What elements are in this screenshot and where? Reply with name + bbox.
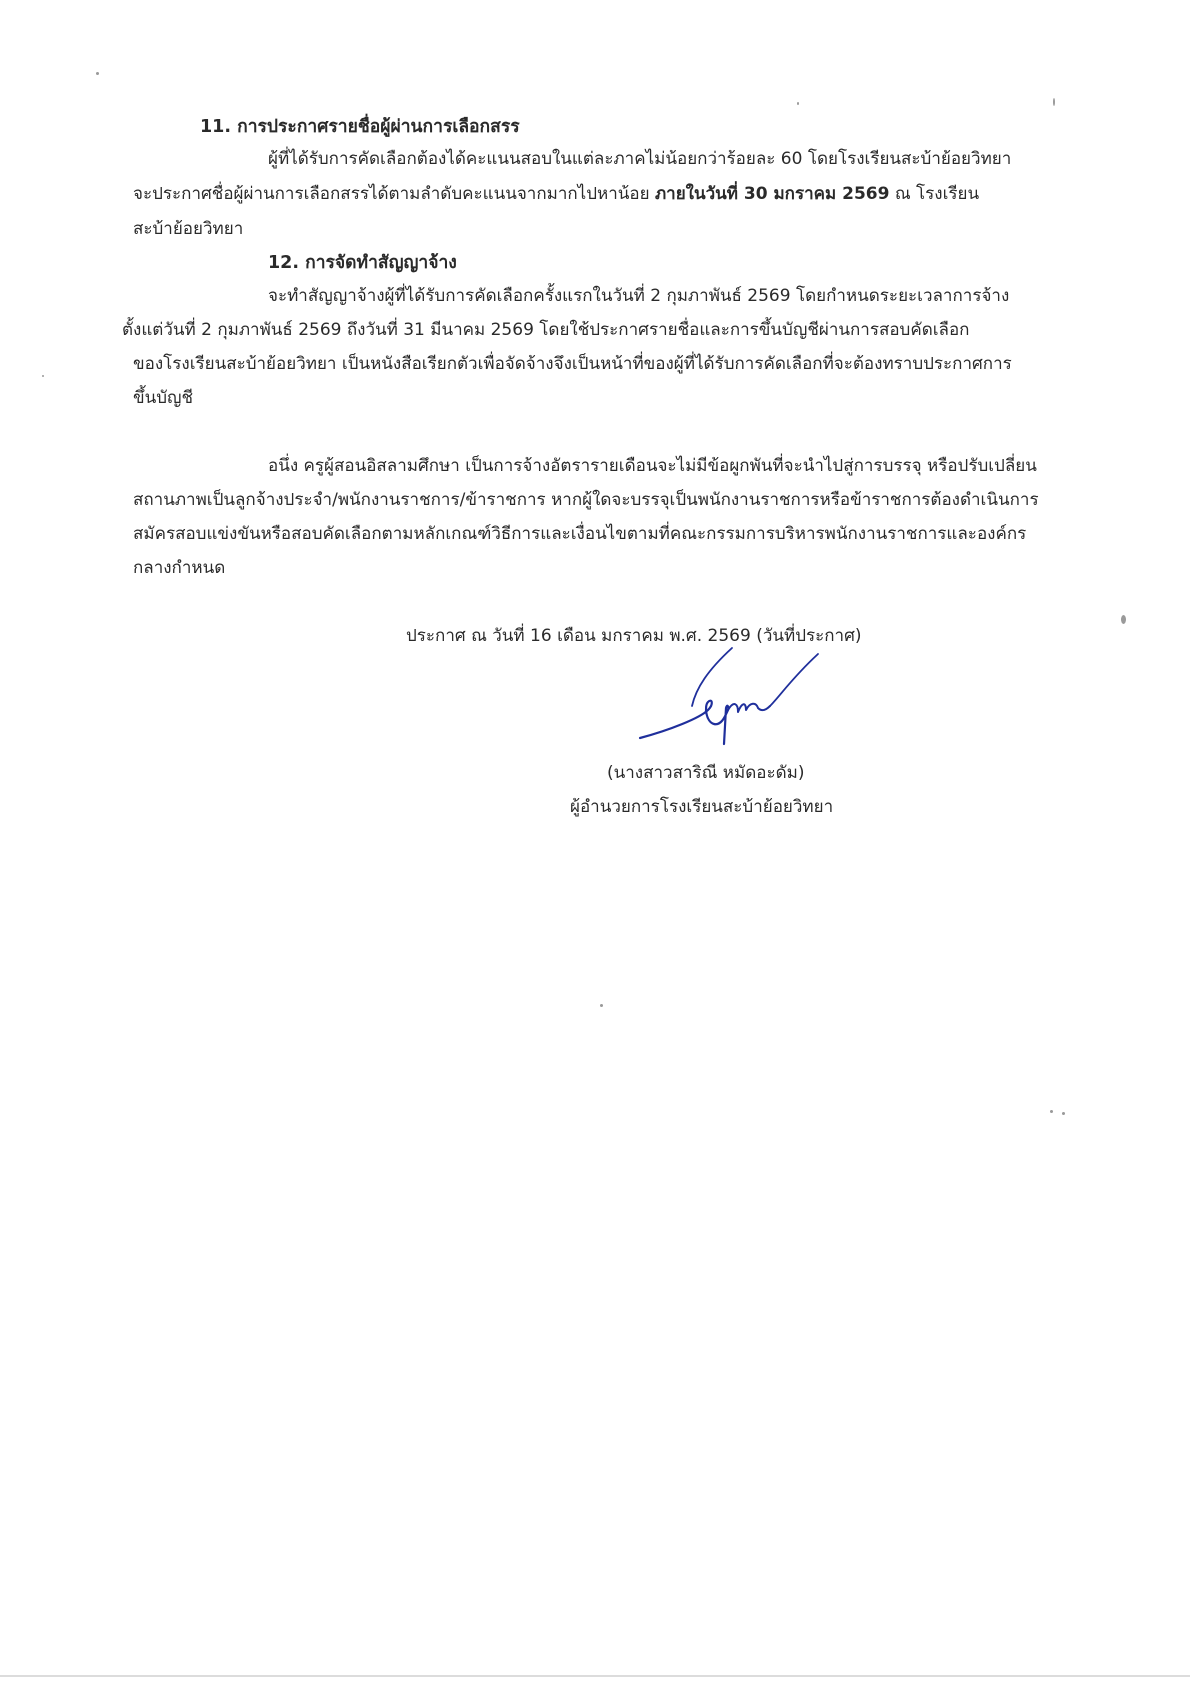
section-12-line-4: ขึ้นบัญชี [133, 388, 194, 408]
announcement-date: ประกาศ ณ วันที่ 16 เดือน มกราคม พ.ศ. 2569 (วันที่ประกาศ) [406, 626, 862, 646]
scan-bottom-edge [0, 1675, 1190, 1677]
section-11-line-2 [133, 177, 979, 211]
scan-speck [1121, 615, 1126, 624]
scan-speck [1062, 1112, 1065, 1115]
section-11-line-1: ผู้ที่ได้รับการคัดเลือกต้องได้คะแนนสอบในแต่ละภาคไม่น้อยกว่าร้อยละ 60 โดยโรงเรียนสะบ้าย้อยวิทยา [268, 149, 1012, 169]
note-line-3: สมัครสอบแข่งขันหรือสอบคัดเลือกตามหลักเกณฑ์วิธีการและเงื่อนไขตามที่คณะกรรมการบริหารพนักงานราชการและองค์กร [133, 524, 1027, 544]
section-12-line-3: ของโรงเรียนสะบ้าย้อยวิทยา เป็นหนังสือเรียกตัวเพื่อจัดจ้างจึงเป็นหน้าที่ของผู้ที่ได้รับการคัดเลือกที่จะต้องทราบประกาศการ [133, 354, 1012, 374]
section-11-deadline: ภายในวันที่ 30 มกราคม 2569 [654, 184, 890, 204]
scan-speck [797, 102, 799, 105]
section-12-heading: 12. การจัดทำสัญญาจ้าง [268, 253, 457, 273]
scan-speck [96, 72, 99, 75]
scan-speck [42, 375, 44, 377]
signatory-name: (นางสาวสาริณี หมัดอะดัม) [607, 763, 805, 783]
note-line-2: สถานภาพเป็นลูกจ้างประจำ/พนักงานราชการ/ข้าราชการ หากผู้ใดจะบรรจุเป็นพนักงานราชการหรือข้าราชการต้องดำเนินการ [133, 490, 1039, 510]
signature-icon [630, 640, 830, 750]
section-11-line-2-pre: จะประกาศชื่อผู้ผ่านการเลือกสรรได้ตามลำดับคะแนนจากมากไปหาน้อย [133, 184, 655, 204]
note-line-4: กลางกำหนด [133, 558, 226, 578]
section-12-line-2: ตั้งแต่วันที่ 2 กุมภาพันธ์ 2569 ถึงวันที่ 31 มีนาคม 2569 โดยใช้ประกาศรายชื่อและการขึ้นบัญชีผ่านการสอบคัดเลือก [122, 320, 970, 340]
signatory-title: ผู้อำนวยการโรงเรียนสะบ้าย้อยวิทยา [570, 797, 834, 817]
scan-speck [600, 1004, 603, 1007]
scan-speck [1050, 1110, 1053, 1113]
note-line-1: อนึ่ง ครูผู้สอนอิสลามศึกษา เป็นการจ้างอัตรารายเดือนจะไม่มีข้อผูกพันที่จะนำไปสู่การบรรจุ หรือปรับเปลี่ยน [268, 456, 1037, 476]
section-11-heading: 11. การประกาศรายชื่อผู้ผ่านการเลือกสรร [200, 117, 520, 137]
section-12-line-1: จะทำสัญญาจ้างผู้ที่ได้รับการคัดเลือกครั้งแรกในวันที่ 2 กุมภาพันธ์ 2569 โดยกำหนดระยะเวลาการจ้าง [268, 286, 1010, 306]
section-11-line-3: สะบ้าย้อยวิทยา [133, 219, 244, 239]
section-11-line-2-post: ณ โรงเรียน [889, 184, 980, 204]
scan-speck [1053, 98, 1055, 106]
